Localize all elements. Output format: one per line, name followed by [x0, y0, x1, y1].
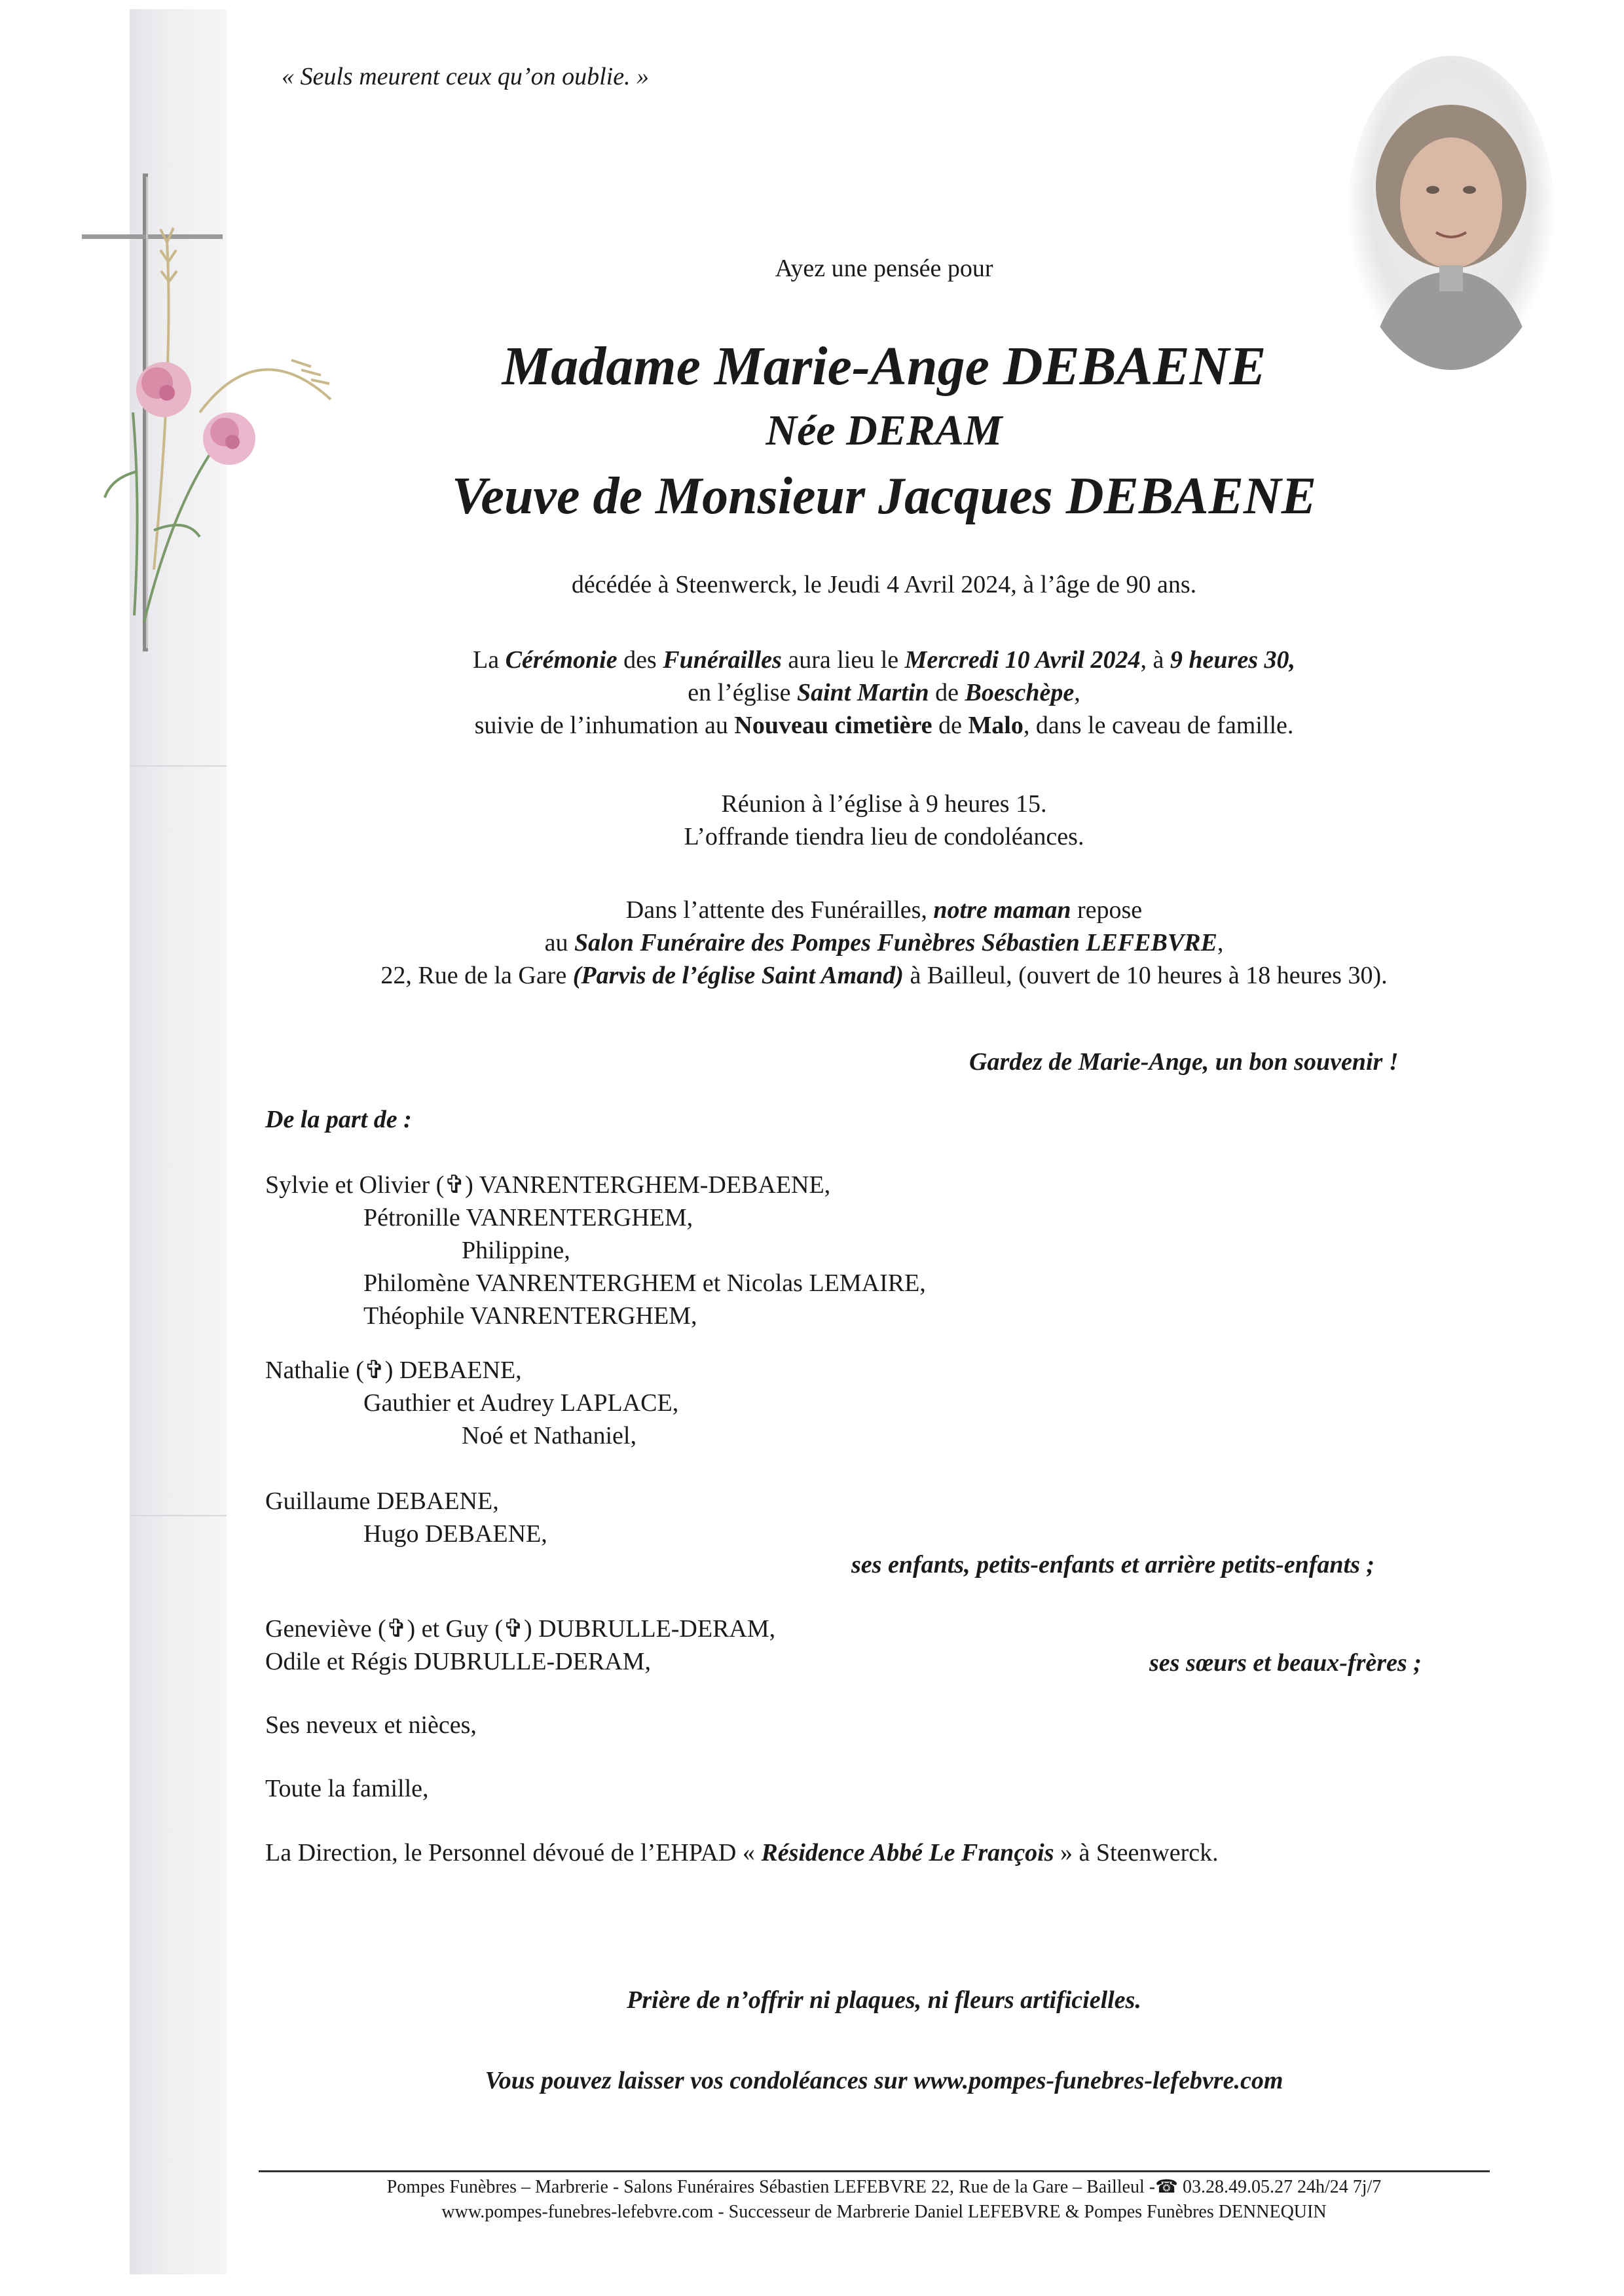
ceremony-date: Mercredi 10 Avril 2024	[904, 646, 1141, 674]
family-group-2	[265, 1354, 678, 1452]
family-group-1	[265, 1169, 926, 1332]
family-member: Noé et Nathaniel,	[462, 1422, 637, 1449]
text: repose	[1071, 896, 1143, 924]
person-icon	[1348, 56, 1555, 370]
family-group-4	[265, 1613, 775, 1678]
portrait-photo	[1348, 56, 1555, 370]
text: au	[544, 929, 575, 957]
condolences-line: Vous pouvez laisser vos condoléances sur www.pompes-funebres-lefebvre.com	[485, 2067, 1283, 2094]
widow-line: Veuve de Monsieur Jacques DEBAENE	[451, 467, 1317, 525]
footer-divider	[259, 2170, 1490, 2172]
ceremony-time: 9 heures 30,	[1170, 646, 1295, 674]
family-member: Guillaume DEBAENE,	[265, 1487, 499, 1515]
ceremony-line-3	[236, 709, 1532, 742]
text: 22, Rue de la Gare	[380, 962, 573, 989]
family-member: Nathalie (✞) DEBAENE,	[265, 1357, 522, 1384]
ehpad-line	[265, 1836, 1219, 1869]
footer-line-1: Pompes Funèbres – Marbrerie - Salons Funéraires Sébastien LEFEBVRE 22, Rue de la Gare – Bailleul -☎ 03.28.49.05.27 24h/24 7j/7	[386, 2177, 1382, 2197]
text-bold: notre maman	[933, 896, 1071, 924]
family-member: Théophile VANRENTERGHEM,	[363, 1302, 697, 1330]
text: ,	[1217, 929, 1224, 957]
salon-name: Salon Funéraire des Pompes Funèbres Sébastien LEFEBVRE	[574, 929, 1217, 957]
text: de	[932, 712, 969, 739]
offering-line: L’offrande tiendra lieu de condoléances.	[684, 823, 1084, 850]
nephews-line: Ses neveux et nièces,	[265, 1711, 477, 1739]
salon-location: (Parvis de l’église Saint Amand)	[572, 962, 904, 989]
ehpad-name: Résidence Abbé Le François	[761, 1839, 1054, 1867]
text: » à Steenwerck.	[1054, 1839, 1219, 1867]
text: , à	[1140, 646, 1170, 674]
family-member: Philippine,	[462, 1237, 570, 1264]
ceremony-line-2	[236, 676, 1532, 709]
stems-icon	[105, 412, 216, 622]
family-member: Sylvie et Olivier (✞) VANRENTERGHEM-DEBAENE,	[265, 1171, 831, 1199]
reunion-block	[236, 788, 1532, 853]
siblings-role: ses sœurs et beaux-frères ;	[1149, 1649, 1422, 1677]
rose-icon	[136, 362, 191, 417]
salon-line-3	[236, 959, 1532, 992]
reunion-line: Réunion à l’église à 9 heures 15.	[721, 790, 1047, 818]
deceased-name: Madame Marie-Ange DEBAENE	[502, 336, 1266, 397]
salon-block	[236, 894, 1532, 992]
whole-family-line: Toute la famille,	[265, 1775, 429, 1802]
fold-line	[130, 765, 227, 767]
text: , dans le caveau de famille.	[1023, 712, 1294, 739]
church-name: Saint Martin	[796, 679, 929, 706]
epigraph: « Seuls meurent ceux qu’on oublie. »	[282, 63, 650, 90]
text: de	[929, 679, 965, 706]
salon-line-2	[236, 926, 1532, 959]
text: La	[473, 646, 506, 674]
maiden-name: Née DERAM	[766, 407, 1003, 454]
footer-line-2: www.pompes-funebres-lefebvre.com - Successeur de Marbrerie Daniel LEFEBVRE & Pompes Funèbres DENNEQUIN	[441, 2202, 1327, 2222]
town-name: Boeschèpe	[965, 679, 1075, 706]
family-member: Philomène VANRENTERGHEM et Nicolas LEMAIRE,	[363, 1269, 926, 1297]
children-role: ses enfants, petits-enfants et arrière petits-enfants ;	[851, 1551, 1375, 1578]
family-member: Gauthier et Audrey LAPLACE,	[363, 1389, 679, 1417]
fold-line	[130, 1515, 227, 1516]
text-bold: Cérémonie	[505, 646, 618, 674]
family-member: Pétronille VANRENTERGHEM,	[363, 1204, 693, 1231]
ceremony-line-1	[236, 644, 1532, 676]
family-member: Geneviève (✞) et Guy (✞) DUBRULLE-DERAM,	[265, 1615, 776, 1643]
souvenir-line: Gardez de Marie-Ange, un bon souvenir !	[969, 1048, 1399, 1076]
footer	[236, 2175, 1532, 2225]
text-bold: Funérailles	[663, 646, 782, 674]
death-notice: décédée à Steenwerck, le Jeudi 4 Avril 2024, à l’âge de 90 ans.	[571, 571, 1197, 598]
text: en l’église	[688, 679, 797, 706]
cemetery-town: Malo	[968, 712, 1024, 739]
flowers-request: Prière de n’offrir ni plaques, ni fleurs artificielles.	[627, 1986, 1141, 2014]
cemetery-name: Nouveau cimetière	[734, 712, 932, 739]
salon-line-1	[236, 894, 1532, 926]
text: aura lieu le	[781, 646, 905, 674]
ceremony-block	[236, 644, 1532, 742]
intro-line: Ayez une pensée pour	[775, 255, 993, 282]
family-member: Odile et Régis DUBRULLE-DERAM,	[265, 1648, 651, 1675]
text: suivie de l’inhumation au	[474, 712, 735, 739]
text: La Direction, le Personnel dévoué de l’EHPAD «	[265, 1839, 762, 1867]
from-label: De la part de :	[265, 1106, 412, 1133]
family-group-3	[265, 1485, 547, 1550]
family-member: Hugo DEBAENE,	[363, 1520, 547, 1548]
text: à Bailleul, (ouvert de 10 heures à 18 heures 30).	[903, 962, 1388, 989]
text: des	[617, 646, 663, 674]
text: Dans l’attente des Funérailles,	[625, 896, 934, 924]
text: ,	[1074, 679, 1080, 706]
